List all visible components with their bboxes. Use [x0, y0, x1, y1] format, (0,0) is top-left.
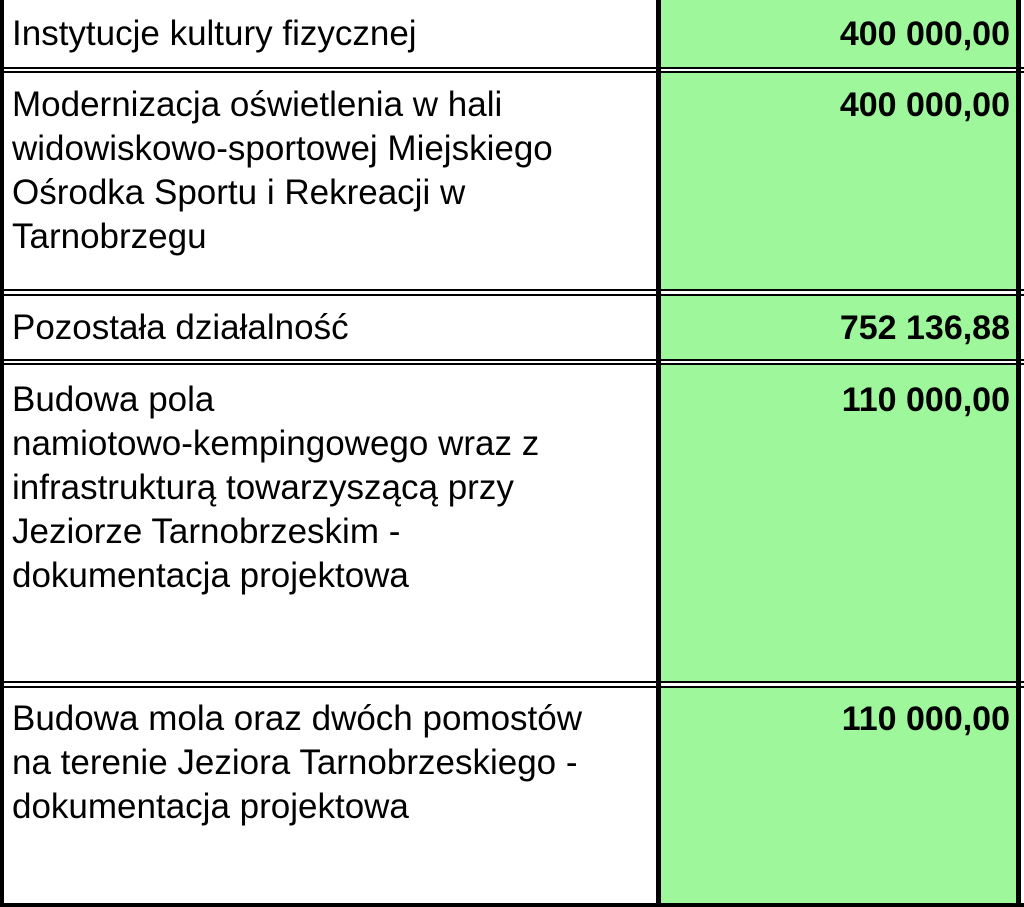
row-separator	[0, 289, 1024, 291]
row-separator	[0, 686, 1024, 688]
grid-line-right	[1016, 0, 1021, 907]
row-2-amount: 400 000,00	[839, 86, 1010, 124]
row-5-amount: 110 000,00	[841, 700, 1010, 738]
row-separator	[0, 681, 1024, 683]
row-3-description: Pozostała działalność	[12, 308, 349, 347]
row-separator	[0, 363, 1024, 365]
row-separator	[0, 294, 1024, 296]
row-3-amount: 752 136,88	[839, 309, 1010, 347]
row-1-amount: 400 000,00	[839, 15, 1010, 53]
row-5-description: Budowa mola oraz dwóch pomostów na terenie Jeziora Tarnobrzeskiego - dokumentacja projektowa	[12, 699, 583, 826]
row-separator-bottom	[0, 903, 1024, 907]
row-4-description: Budowa pola namiotowo-kempingowego wraz z infrastrukturą towarzyszącą przy Jeziorze Tarnobrzeskim - dokumentacja projektowa	[12, 380, 540, 595]
row-2-description: Modernizacja oświetlenia w hali widowiskowo-sportowej Miejskiego Ośrodka Sportu i Rekreacji w Tarnobrzegu	[12, 85, 553, 256]
grid-line-left	[0, 0, 4, 907]
row-separator	[0, 71, 1024, 73]
row-separator	[0, 67, 1024, 69]
row-1-description: Instytucje kultury fizycznej	[12, 14, 417, 53]
row-4-amount: 110 000,00	[841, 381, 1010, 419]
row-separator	[0, 359, 1024, 361]
